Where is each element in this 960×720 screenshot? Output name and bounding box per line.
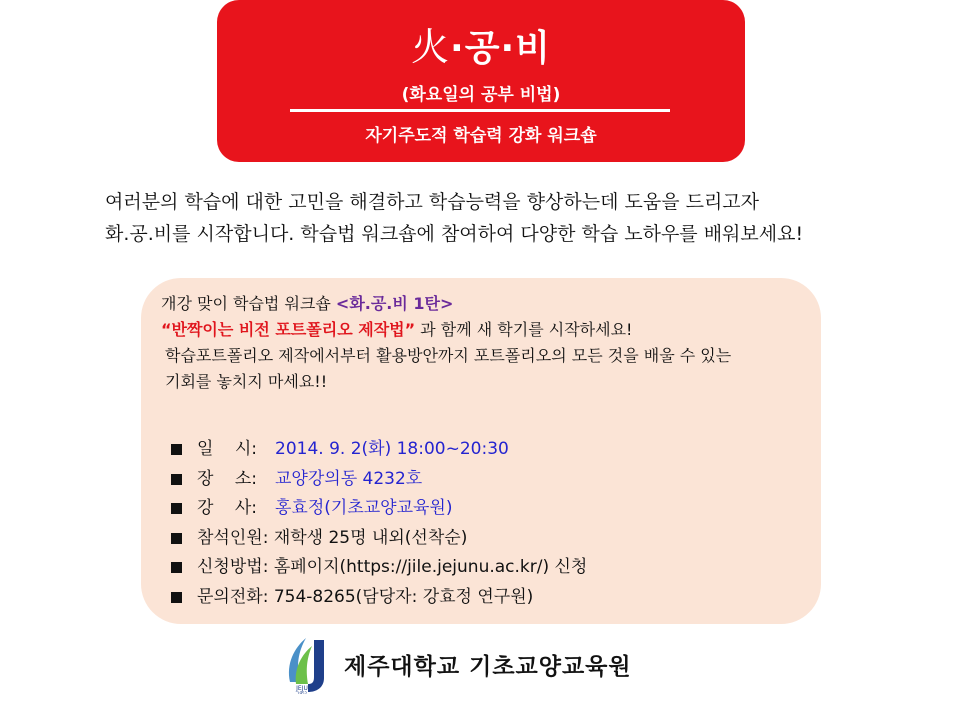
logo-year: 1952 (296, 691, 308, 694)
info-row-attendees (171, 524, 587, 554)
square-bullet-icon (171, 474, 182, 485)
info-label-attendees: 참석인원: (197, 527, 269, 548)
square-bullet-icon (171, 562, 182, 573)
details-panel (141, 278, 821, 624)
info-value-contact: 754-8265(담당자: 강효정 연구원) (268, 586, 534, 607)
header-divider (290, 109, 670, 112)
info-list (171, 435, 587, 612)
info-row-place (171, 465, 587, 495)
page-tagline: 자기주도적 학습력 강화 워크숍 (365, 126, 597, 146)
square-bullet-icon (171, 533, 182, 544)
info-value-speaker: 홍효정(기초교양교육원) (275, 498, 453, 518)
panel-line-3: 학습포트폴리오 제작에서부터 활용방안까지 포트폴리오의 모든 것을 배울 수 있는 (165, 346, 732, 365)
info-row-date (171, 435, 587, 465)
university-logo (284, 634, 330, 694)
info-label-speaker-a: 강 (197, 498, 214, 518)
panel-line-1 (161, 291, 731, 317)
intro-line-1: 여러분의 학습에 대한 고민을 해결하고 학습능력을 향상하는데 도움을 드리고자 (105, 191, 760, 213)
title-rest: ·공·비 (450, 28, 551, 69)
square-bullet-icon (171, 503, 182, 514)
info-label-contact: 문의전화: (197, 586, 269, 607)
info-label-speaker (197, 494, 257, 524)
panel-line-4: 기회를 놓치지 마세요!! (165, 372, 328, 391)
info-value-apply: 홈페이지(https://jile.jejunu.ac.kr/) 신청 (268, 557, 588, 577)
intro-line-2: 화.공.비를 시작합니다. 학습법 워크숍에 참여하여 다양한 학습 노하우를 배워보세요! (105, 223, 804, 245)
panel-line-2 (161, 317, 731, 343)
info-label-date (197, 435, 257, 465)
info-label-place (197, 465, 257, 495)
square-bullet-icon (171, 444, 182, 455)
title-fire-char: 火 (411, 25, 451, 69)
info-label-place-b: 소: (234, 468, 257, 489)
footer (284, 634, 632, 694)
workshop-topic: “반짝이는 비전 포트폴리오 제작법” (161, 320, 416, 339)
info-label-apply: 신청방법: (197, 557, 269, 577)
workshop-series-label: <화.공.비 1탄> (335, 294, 454, 313)
intro-paragraph (105, 186, 905, 250)
panel-description (161, 291, 731, 395)
logo-text: JEJU (296, 685, 308, 692)
info-value-place: 교양강의동 4232호 (275, 468, 423, 489)
info-value-date: 2014. 9. 2(화) 18:00~20:30 (275, 439, 509, 459)
page-title (217, 16, 745, 71)
info-row-apply (171, 553, 587, 583)
info-row-speaker (171, 494, 587, 524)
info-label-date-a: 일 (197, 439, 214, 459)
organization-name: 제주대학교 기초교양교육원 (344, 653, 632, 680)
info-row-contact (171, 583, 587, 613)
info-label-place-a: 장 (197, 468, 214, 489)
info-value-attendees: 재학생 25명 내외(선착순) (268, 527, 468, 548)
page-subtitle: (화요일의 공부 비법) (401, 85, 561, 105)
panel-line-2-suffix: 과 함께 새 학기를 시작하세요! (415, 320, 633, 339)
square-bullet-icon (171, 592, 182, 603)
info-label-date-b: 시: (234, 439, 257, 459)
panel-line-1-prefix: 개강 맞이 학습법 워크숍 (161, 294, 336, 313)
info-label-speaker-b: 사: (234, 498, 257, 518)
header-banner (217, 0, 745, 162)
